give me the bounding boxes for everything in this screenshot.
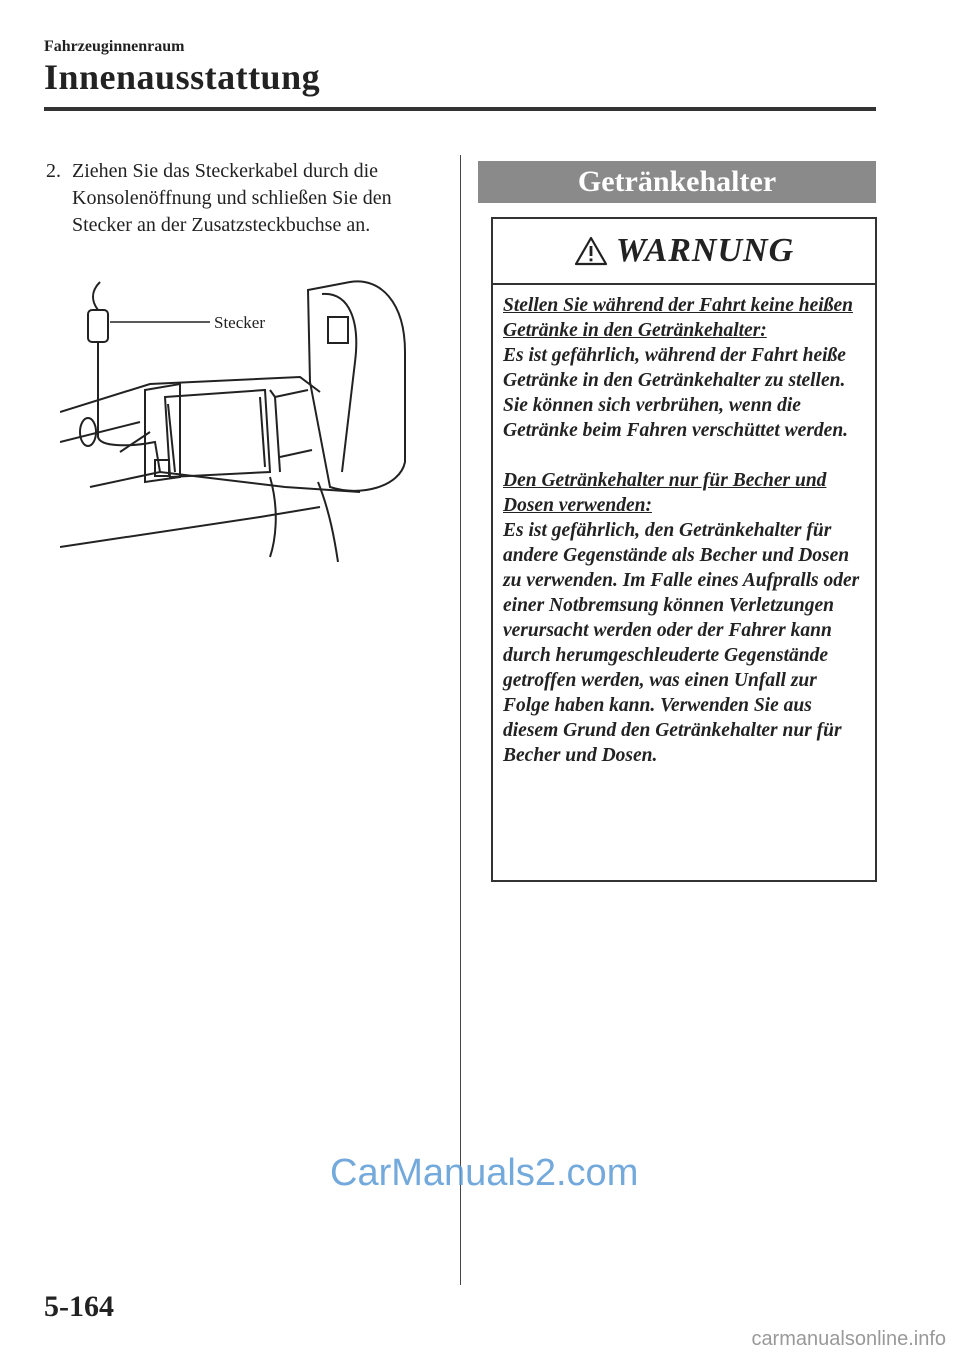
page-title: Innenausstattung [44, 57, 321, 97]
instruction-step [46, 158, 446, 239]
warning-body [493, 285, 875, 768]
console-figure [60, 272, 410, 562]
step-text: Ziehen Sie das Steckerkabel durch die Konsolenöffnung und schließen Sie den Stecker an der Zusatzsteckbuchse an. [72, 160, 392, 236]
warning-para1-body: Es ist gefährlich, während der Fahrt heiße Getränke in den Getränkehalter zu stellen. Sie können sich verbrühen, wenn die Getränke beim Fahren verschüttet werden. [503, 345, 849, 441]
warning-para2-body: Es ist gefährlich, den Getränkehalter für andere Gegenstände als Becher und Dosen zu verwenden. Im Falle eines Aufpralls oder einer Notbremsung können Verletzungen verursacht werden oder der Fahrer kann durch herumgeschleuderte Gegenstände getroffen werden, was einen Unfall zur Folge haben kann. Verwenden Sie aus diesem Grund den Getränkehalter nur für Becher und Dosen. [503, 520, 860, 766]
warning-triangle-icon [574, 236, 608, 266]
warning-header [493, 219, 875, 285]
warning-title: WARNUNG [615, 232, 795, 269]
step-number: 2. [46, 160, 61, 182]
warning-para2-heading: Den Getränkehalter nur für Becher und Dosen verwenden: [503, 470, 827, 516]
warning-box [491, 217, 877, 882]
section-heading: Getränkehalter [478, 161, 876, 203]
console-plug-illustration [60, 272, 410, 562]
page-number: 5-164 [44, 1290, 114, 1323]
warning-para1-heading: Stellen Sie während der Fahrt keine heißen Getränke in den Getränkehalter: [503, 295, 853, 341]
watermark: CarManuals2.com [330, 1152, 639, 1194]
section-label: Fahrzeuginnenraum [44, 38, 185, 55]
column-divider [460, 155, 461, 1285]
callout-stecker: Stecker [214, 313, 265, 332]
title-rule [44, 107, 876, 111]
source-url: carmanualsonline.info [751, 1328, 946, 1350]
